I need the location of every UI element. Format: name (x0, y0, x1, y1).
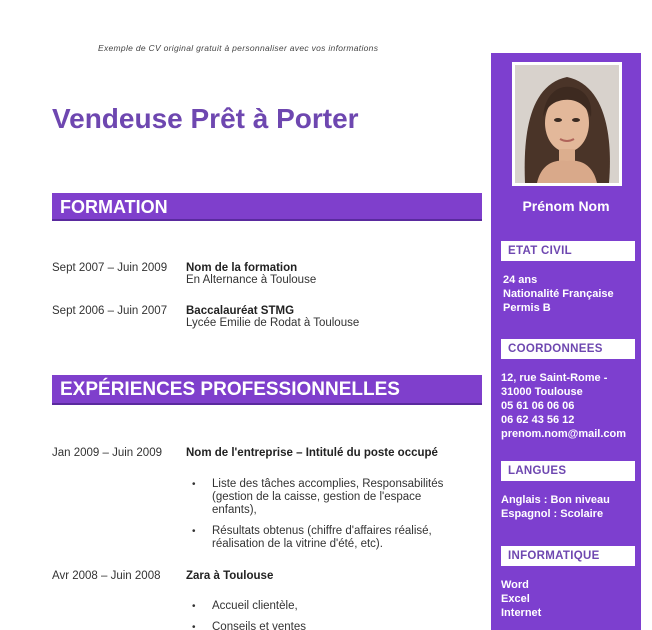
coordonnees-line: 05 61 06 06 06 (501, 400, 575, 412)
formation-title: Nom de la formation (186, 262, 298, 274)
etat-civil-text (503, 273, 639, 315)
coordonnees-heading: COORDONNEES (501, 339, 635, 359)
formation-sub: Lycée Emilie de Rodat à Toulouse (186, 317, 360, 329)
coordonnees-line: 12, rue Saint-Rome - (501, 372, 608, 384)
informatique-heading: INFORMATIQUE (501, 546, 635, 566)
experience-title: Nom de l'entreprise – Intitulé du poste occupé (186, 447, 438, 459)
etat-civil-line: 24 ans (503, 274, 538, 286)
informatique-line: Excel (501, 593, 530, 605)
experience-bullets (190, 600, 460, 630)
experience-title: Zara à Toulouse (186, 570, 274, 582)
portrait-image (515, 65, 619, 183)
experience-date: Jan 2009 – Juin 2009 (52, 447, 162, 459)
formation-date: Sept 2007 – Juin 2009 (52, 262, 168, 274)
sidebar (491, 53, 641, 630)
bullet-item: • Accueil clientèle, (190, 600, 460, 613)
etat-civil-line: Permis B (503, 302, 551, 314)
langues-line: Espagnol : Scolaire (501, 508, 604, 520)
section-experiences-heading: EXPÉRIENCES PROFESSIONNELLES (52, 375, 482, 405)
job-title: Vendeuse Prêt à Porter (52, 103, 359, 134)
etat-civil-heading: ETAT CIVIL (501, 241, 635, 261)
formation-sub: En Alternance à Toulouse (186, 274, 317, 286)
coordonnees-line: prenom.nom@mail.com (501, 428, 627, 440)
profile-photo (512, 62, 622, 186)
bullet-item: • Conseils et ventes (190, 621, 460, 630)
langues-heading: LANGUES (501, 461, 635, 481)
experience-bullets (190, 478, 460, 559)
coordonnees-line: 06 62 43 56 12 (501, 414, 575, 426)
formation-title: Baccalauréat STMG (186, 305, 295, 317)
informatique-line: Word (501, 579, 529, 591)
langues-text (501, 493, 637, 521)
langues-line: Anglais : Bon niveau (501, 494, 610, 506)
etat-civil-line: Nationalité Française (503, 288, 614, 300)
informatique-text (501, 578, 637, 620)
coordonnees-line: 31000 Toulouse (501, 386, 583, 398)
section-formation-heading: FORMATION (52, 193, 482, 221)
coordonnees-text (501, 371, 637, 441)
informatique-line: Internet (501, 607, 542, 619)
experience-date: Avr 2008 – Juin 2008 (52, 570, 161, 582)
person-name: Prénom Nom (522, 198, 610, 214)
header-note: Exemple de CV original gratuit à personnaliser avec vos informations (98, 43, 379, 53)
formation-date: Sept 2006 – Juin 2007 (52, 305, 168, 317)
bullet-item: • Liste des tâches accomplies, Responsabilités (gestion de la caisse, gestion de l'espace enfants), (190, 478, 460, 517)
bullet-item: • Résultats obtenus (chiffre d'affaires réalisé, réalisation de la vitrine d'été, etc). (190, 525, 460, 551)
